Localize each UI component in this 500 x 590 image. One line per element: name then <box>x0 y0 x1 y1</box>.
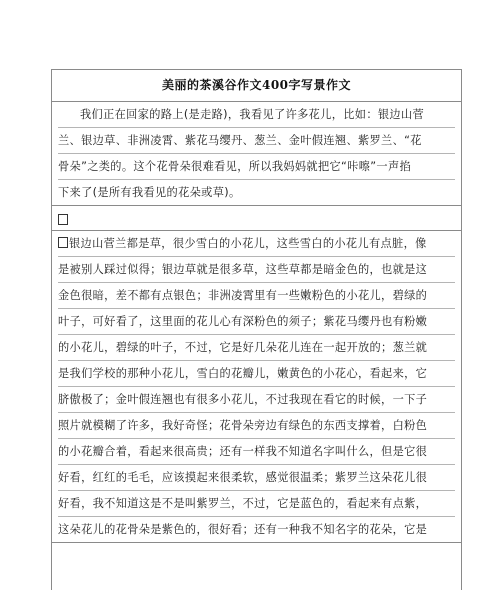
text-line: 叶子，可好看了，这里面的花儿心有深粉色的须子；紫花马缨丹也有粉嫩 <box>58 309 455 335</box>
text-line: 的小花儿，碧绿的叶子，不过，它是好几朵花儿连在一起开放的；葱兰就 <box>58 335 455 361</box>
text-line: 这朵花儿的花骨朵是紫色的，很好看；还有一种我不知名字的花朵，它是 <box>58 523 428 536</box>
text-line: 骨朵”之类的。这个花骨朵很难看见，所以我妈妈就把它“咔嚓”一声掐 <box>58 154 455 180</box>
text-line: 照片就模糊了许多，我好奇怪；花骨朵旁边有绿色的东西支撑着，白粉色 <box>58 413 455 439</box>
text-line: 好看，我不知道这是不是叫紫罗兰，不过，它是蓝色的，看起来有点紫， <box>58 491 455 517</box>
essay-document <box>51 69 462 590</box>
empty-box-icon <box>58 214 68 225</box>
text-line: 是被别人踩过似得；银边草就是很多草，这些草都是暗金色的，也就是这 <box>58 257 455 283</box>
text-line: 兰、银边草、非洲凌霄、紫花马缨丹、葱兰、金叶假连翘、紫罗兰、“花 <box>58 128 455 154</box>
text-line: 是我们学校的那种小花儿，雪白的花瓣儿，嫩黄色的小花心，看起来，它 <box>58 361 455 387</box>
text-line <box>58 231 455 257</box>
text-line: 我们正在回家的路上(是走路)，我看见了许多花儿，比如：银边山菅 <box>58 102 455 128</box>
paragraph-1 <box>52 102 461 206</box>
paragraph-3 <box>52 231 461 543</box>
text-line: 下来了(是所有我看见的花朵或草)。 <box>58 186 241 199</box>
text-line: 金色很暗，差不都有点银色；非洲凌霄里有一些嫩粉色的小花儿，碧绿的 <box>58 283 455 309</box>
document-title: 美丽的茶溪谷作文400字写景作文 <box>52 70 461 102</box>
text-line-content: 银边山菅兰都是草，很少雪白的小花儿，这些雪白的小花儿有点脏，像 <box>69 237 427 250</box>
empty-box-icon <box>58 237 68 248</box>
text-line: 好看，红红的毛毛，应该摸起来很柔软，感觉很温柔；紫罗兰这朵花儿很 <box>58 465 455 491</box>
text-line: 的小花瓣合着，看起来很高贵；还有一样我不知道名字叫什么，但是它很 <box>58 439 455 465</box>
text-line: 脐傲极了；金叶假连翘也有很多小花儿，不过我现在看它的时候，一下子 <box>58 387 455 413</box>
paragraph-2 <box>52 206 461 231</box>
